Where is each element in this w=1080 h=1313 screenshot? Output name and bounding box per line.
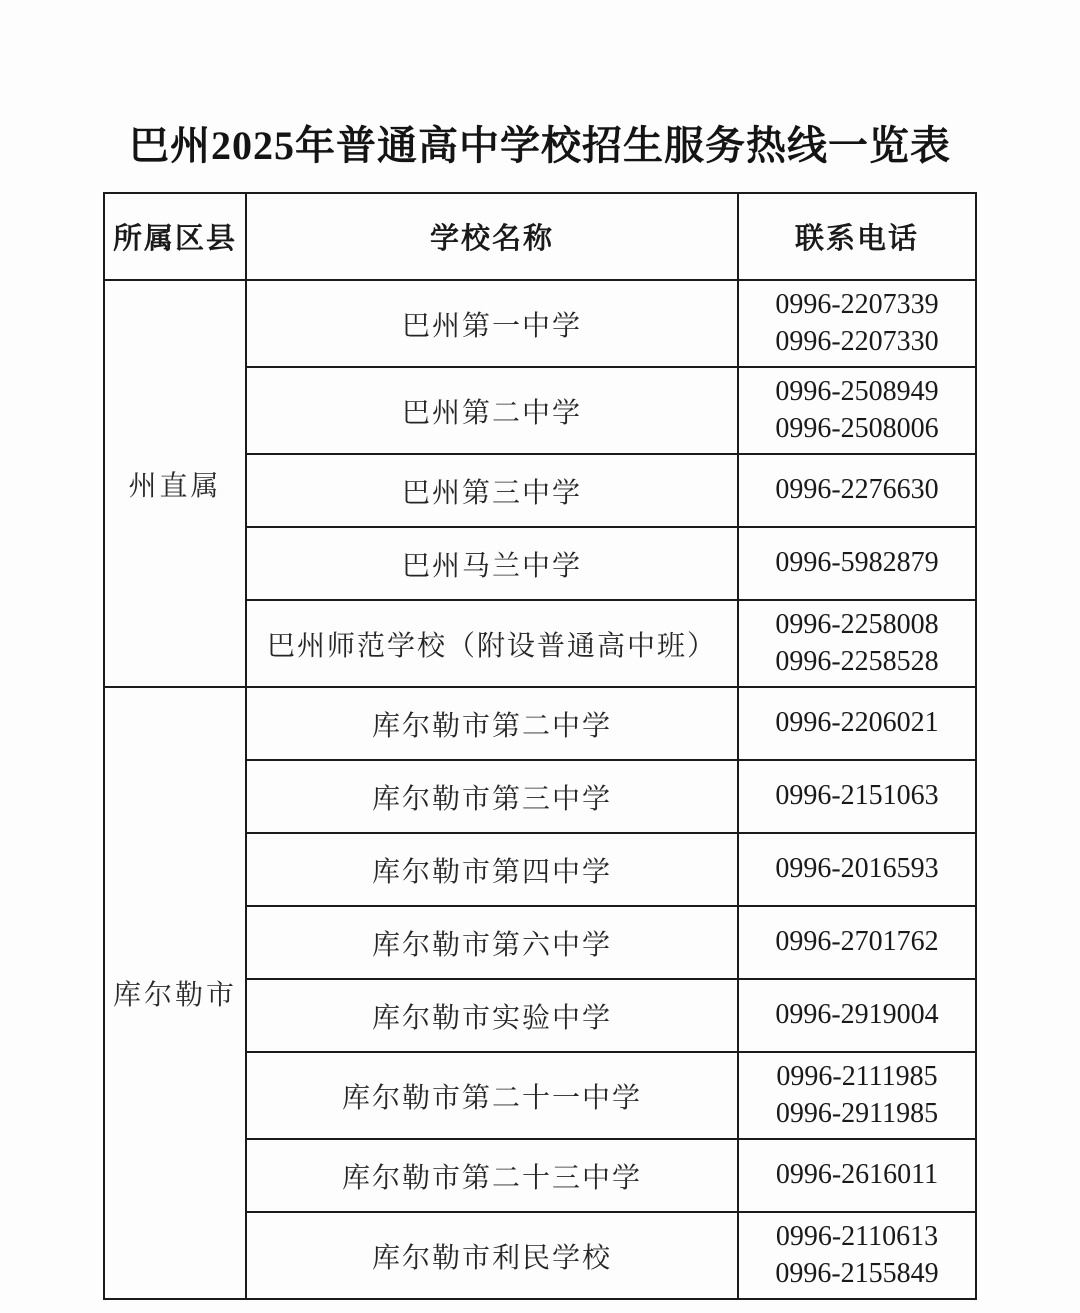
phone-number: 0996-2919004 [775, 999, 939, 1031]
phone-cell [738, 687, 976, 760]
phone-cell [738, 833, 976, 906]
table-row [104, 280, 976, 367]
phone-cell [738, 1052, 976, 1139]
phone-number: 0996-2258008 [775, 609, 939, 641]
school-cell: 巴州第三中学 [246, 454, 738, 527]
phone-number: 0996-2151063 [775, 780, 939, 812]
school-cell: 库尔勒市第四中学 [246, 833, 738, 906]
school-cell: 巴州马兰中学 [246, 527, 738, 600]
phone-number: 0996-2016593 [775, 853, 939, 885]
phone-cell [738, 1139, 976, 1212]
phone-cell [738, 367, 976, 454]
school-cell: 巴州第二中学 [246, 367, 738, 454]
district-cell: 库尔勒市 [104, 687, 246, 1299]
phone-number: 0996-2155849 [775, 1257, 939, 1289]
phone-cell [738, 280, 976, 367]
header-district: 所属区县 [104, 193, 246, 280]
header-school: 学校名称 [246, 193, 738, 280]
phone-number: 0996-2110613 [775, 1221, 939, 1253]
phone-cell [738, 600, 976, 687]
phone-number: 0996-2276630 [775, 474, 939, 506]
phone-number: 0996-2616011 [775, 1159, 939, 1191]
school-cell: 库尔勒市第二十三中学 [246, 1139, 738, 1212]
phone-cell [738, 979, 976, 1052]
header-phone: 联系电话 [738, 193, 976, 280]
school-cell: 巴州师范学校（附设普通高中班） [246, 600, 738, 687]
school-cell: 库尔勒市利民学校 [246, 1212, 738, 1299]
school-cell: 库尔勒市第三中学 [246, 760, 738, 833]
phone-number: 0996-2701762 [775, 926, 939, 958]
phone-number: 0996-2207330 [775, 325, 939, 357]
district-cell: 州直属 [104, 280, 246, 687]
page-title: 巴州2025年普通高中学校招生服务热线一览表 [129, 123, 951, 168]
phone-number: 0996-2206021 [775, 707, 939, 739]
table-row [104, 687, 976, 760]
school-cell: 库尔勒市第六中学 [246, 906, 738, 979]
school-cell: 库尔勒市实验中学 [246, 979, 738, 1052]
phone-number: 0996-2508949 [775, 376, 939, 408]
phone-cell [738, 527, 976, 600]
phone-number: 0996-2207339 [775, 289, 939, 321]
hotline-table [103, 192, 977, 1300]
phone-number: 0996-2911985 [775, 1097, 939, 1129]
phone-number: 0996-5982879 [775, 547, 939, 579]
header-row [104, 193, 976, 280]
phone-number: 0996-2258528 [775, 645, 939, 677]
phone-number: 0996-2508006 [775, 412, 939, 444]
phone-cell [738, 760, 976, 833]
phone-cell [738, 1212, 976, 1299]
phone-cell [738, 454, 976, 527]
phone-cell [738, 906, 976, 979]
school-cell: 巴州第一中学 [246, 280, 738, 367]
phone-number: 0996-2111985 [776, 1061, 938, 1093]
school-cell: 库尔勒市第二中学 [246, 687, 738, 760]
school-cell: 库尔勒市第二十一中学 [246, 1052, 738, 1139]
